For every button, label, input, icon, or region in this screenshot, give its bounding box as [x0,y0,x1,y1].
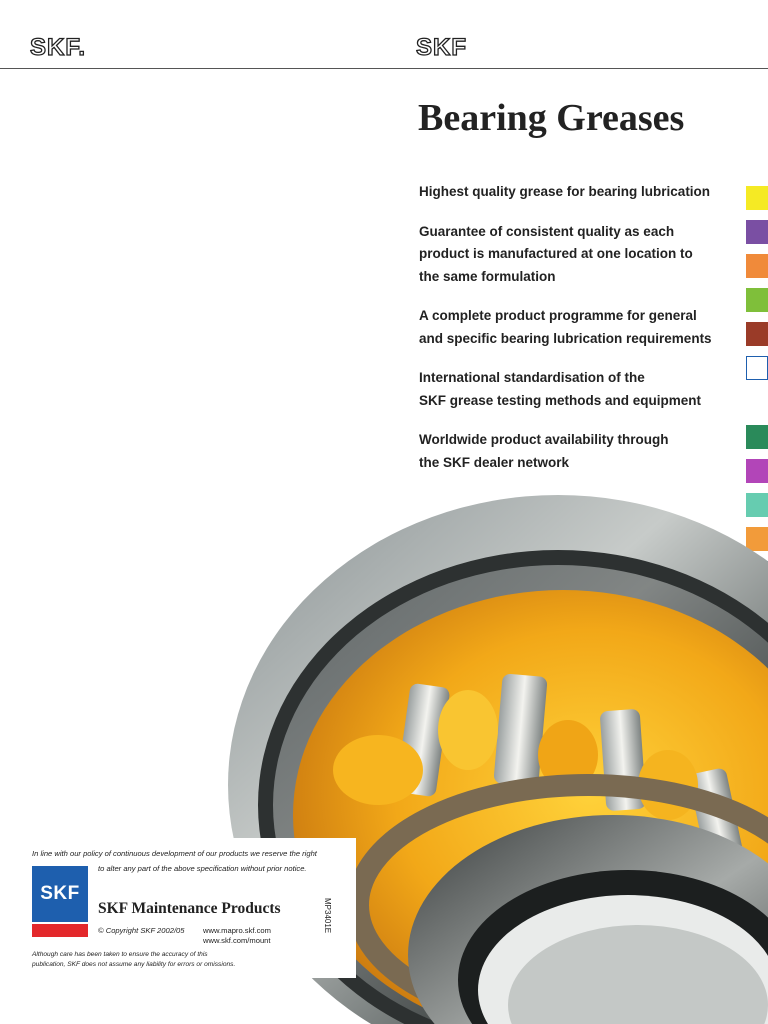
url-link[interactable]: www.skf.com/mount [203,936,271,945]
url-link[interactable]: www.mapro.skf.com [203,926,271,935]
color-tab [746,220,768,244]
disclaimer-line2: publication, SKF does not assume any liability for errors or omissions. [32,960,236,968]
skf-logo-box [32,866,88,937]
color-tab [746,459,768,483]
feature-item: A complete product programme for general and specific bearing lubrication requirements [419,308,712,346]
feature-item: Highest quality grease for bearing lubrication [419,184,711,199]
footer-box [26,838,356,978]
color-tab [746,425,768,449]
feature-item: Worldwide product availability through the SKF dealer network [419,432,669,470]
color-tab [746,288,768,312]
page-title: Bearing Greases [418,97,685,139]
feature-item: International standardisation of the SKF grease testing methods and equipment [419,370,702,408]
feature-list [419,181,719,491]
color-tab [746,186,768,210]
feature-item: Guarantee of consistent quality as each product is manufactured at one location to the same formulation [419,223,693,284]
disclaimer-line1: Although care has been taken to ensure the accuracy of this [32,951,208,958]
color-tab [746,356,768,380]
top-rule [0,68,768,69]
skf-logo-red-bar [32,924,88,937]
footer-note-line2: to alter any part of the above specification without prior notice. [98,864,307,873]
logo-right: SKF [416,34,467,61]
publication-code: MP3401E [323,898,332,934]
logo-left: SKF. [30,34,87,61]
copyright: © Copyright SKF 2002/05 [98,926,185,935]
url-list [203,926,271,946]
maintenance-title: SKF Maintenance Products [98,900,281,917]
footer-note-line1: In line with our policy of continuous development of our products we reserve the right [32,849,317,858]
skf-logo-text: SKF [32,866,88,922]
color-tab [746,322,768,346]
disclaimer [32,950,352,969]
color-tab [746,254,768,278]
